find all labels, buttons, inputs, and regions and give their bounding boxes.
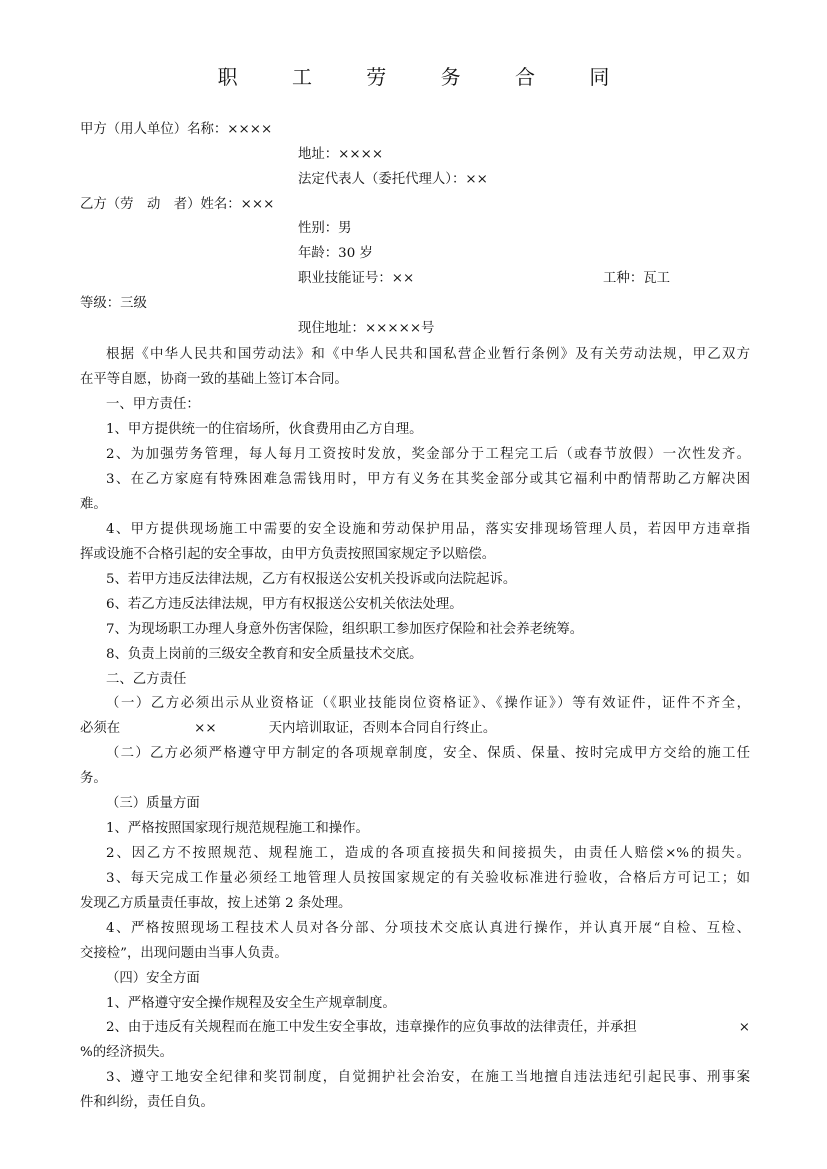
section-1-item-4a: 4、甲方提供现场施工中需要的安全设施和劳动保护用品，落实安排现场管理人员，若因甲方违章指	[106, 522, 750, 537]
party-b-grade: 等级：三级	[80, 296, 147, 311]
safety-item-3a: 3、遵守工地安全纪律和奖罚制度，自觉拥护社会治安，在施工当地擅自违法违纪引起民事、刑事案	[106, 1070, 750, 1085]
section-1-item-1: 1、甲方提供统一的住宿场所，伙食费用由乙方自理。	[106, 422, 423, 437]
quality-item-3a: 3、每天完成工作量必须经工地管理人员按国家规定的有关验收标准进行验收，合格后方可记工；如	[106, 871, 750, 886]
party-a-name: 甲方（用人单位）名称：××××	[80, 122, 273, 137]
loss-percent-blank: ×	[738, 1020, 750, 1035]
section-2-heading: 二、乙方责任	[106, 672, 187, 687]
quality-heading: （三）质量方面	[106, 796, 200, 811]
party-b-residence: 现住地址：×××××号	[298, 321, 435, 336]
section-1-item-3a: 3、在乙方家庭有特殊困难急需钱用时，甲方有义务在其奖金部分或其它福利中酌情帮助乙方解决困	[106, 472, 750, 487]
safety-item-2b: %的经济损失。	[80, 1045, 174, 1060]
party-b-cert-no: 职业技能证号：××	[298, 271, 415, 286]
quality-item-4b: 交接检”，出现问题由当事人负责。	[80, 946, 288, 961]
section-1-item-8: 8、负责上岗前的三级安全教育和安全质量技术交底。	[106, 647, 423, 662]
party-b-trade: 工种：瓦工	[603, 271, 670, 286]
section-2-para-2a: （二）乙方必须严格遵守甲方制定的各项规章制度，安全、保质、保量、按时完成甲方交给的施工任	[106, 746, 750, 761]
section-2-para-1b	[80, 717, 750, 741]
section-2-para-1a: （一）乙方必须出示从业资格证（《职业技能岗位资格证》、《操作证》）等有效证件，证件不齐全，	[106, 696, 750, 711]
section-1-item-4b: 挥或设施不合格引起的安全事故，由甲方负责按照国家规定予以赔偿。	[80, 547, 496, 562]
section-2-para-2b: 务。	[80, 771, 107, 786]
safety-item-3b: 件和纠纷，责任自负。	[80, 1095, 214, 1110]
party-a-address: 地址：××××	[298, 147, 384, 162]
party-a-representative: 法定代表人（委托代理人）：××	[298, 172, 488, 187]
party-b-age: 年龄：30 岁	[298, 246, 373, 261]
safety-heading: （四）安全方面	[106, 971, 200, 986]
section-1-item-5: 5、若甲方违反法律法规，乙方有权报送公安机关投诉或向法院起诉。	[106, 572, 517, 587]
safety-item-2a-text: 2、由于违反有关规程而在施工中发生安全事故，违章操作的应负事故的法律责任，并承担	[106, 1020, 637, 1035]
party-b-cert-line	[298, 267, 750, 291]
training-days-blank: ××	[194, 721, 217, 736]
section-1-item-2: 2、为加强劳务管理，每人每月工资按时发放，奖金部分于工程完工后（或春节放假）一次性发齐。	[106, 447, 750, 462]
safety-item-1: 1、严格遵守安全操作规程及安全生产规章制度。	[106, 996, 396, 1011]
party-b-gender: 性别：男	[298, 221, 352, 236]
section-1-heading: 一、甲方责任：	[106, 397, 200, 412]
party-b-name: 乙方（劳 动 者）姓名：×××	[80, 197, 275, 212]
preamble-line-1: 根据《中华人民共和国劳动法》和《中华人民共和国私营企业暂行条例》及有关劳动法规，甲乙双方	[106, 347, 750, 362]
quality-item-3b: 发现乙方质量责任事故，按上述第 2 条处理。	[80, 896, 352, 911]
section-1-item-3b: 难。	[80, 497, 107, 512]
section-1-item-6: 6、若乙方违反法律法规，甲方有权报送公安机关依法处理。	[106, 597, 463, 612]
preamble-line-2: 在平等自愿，协商一致的基础上签订本合同。	[80, 372, 348, 387]
para-1b-suffix: 天内培训取证，否则本合同自行终止。	[268, 721, 497, 736]
para-1b-prefix: 必须在	[80, 721, 121, 736]
section-1-item-7: 7、为现场职工办理人身意外伤害保险，组织职工参加医疗保险和社会养老统筹。	[106, 622, 584, 637]
safety-item-2a	[106, 1016, 750, 1040]
quality-item-1: 1、严格按照国家现行规范规程施工和操作。	[106, 821, 369, 836]
quality-item-2: 2、因乙方不按照规范、规程施工，造成的各项直接损失和间接损失，由责任人赔偿×%的损失。	[106, 846, 750, 861]
quality-item-4a: 4、严格按照现场工程技术人员对各分部、分项技术交底认真进行操作，并认真开展“自检、互检、	[106, 921, 750, 936]
page-title: 职 工 劳 务 合 同	[217, 65, 634, 89]
